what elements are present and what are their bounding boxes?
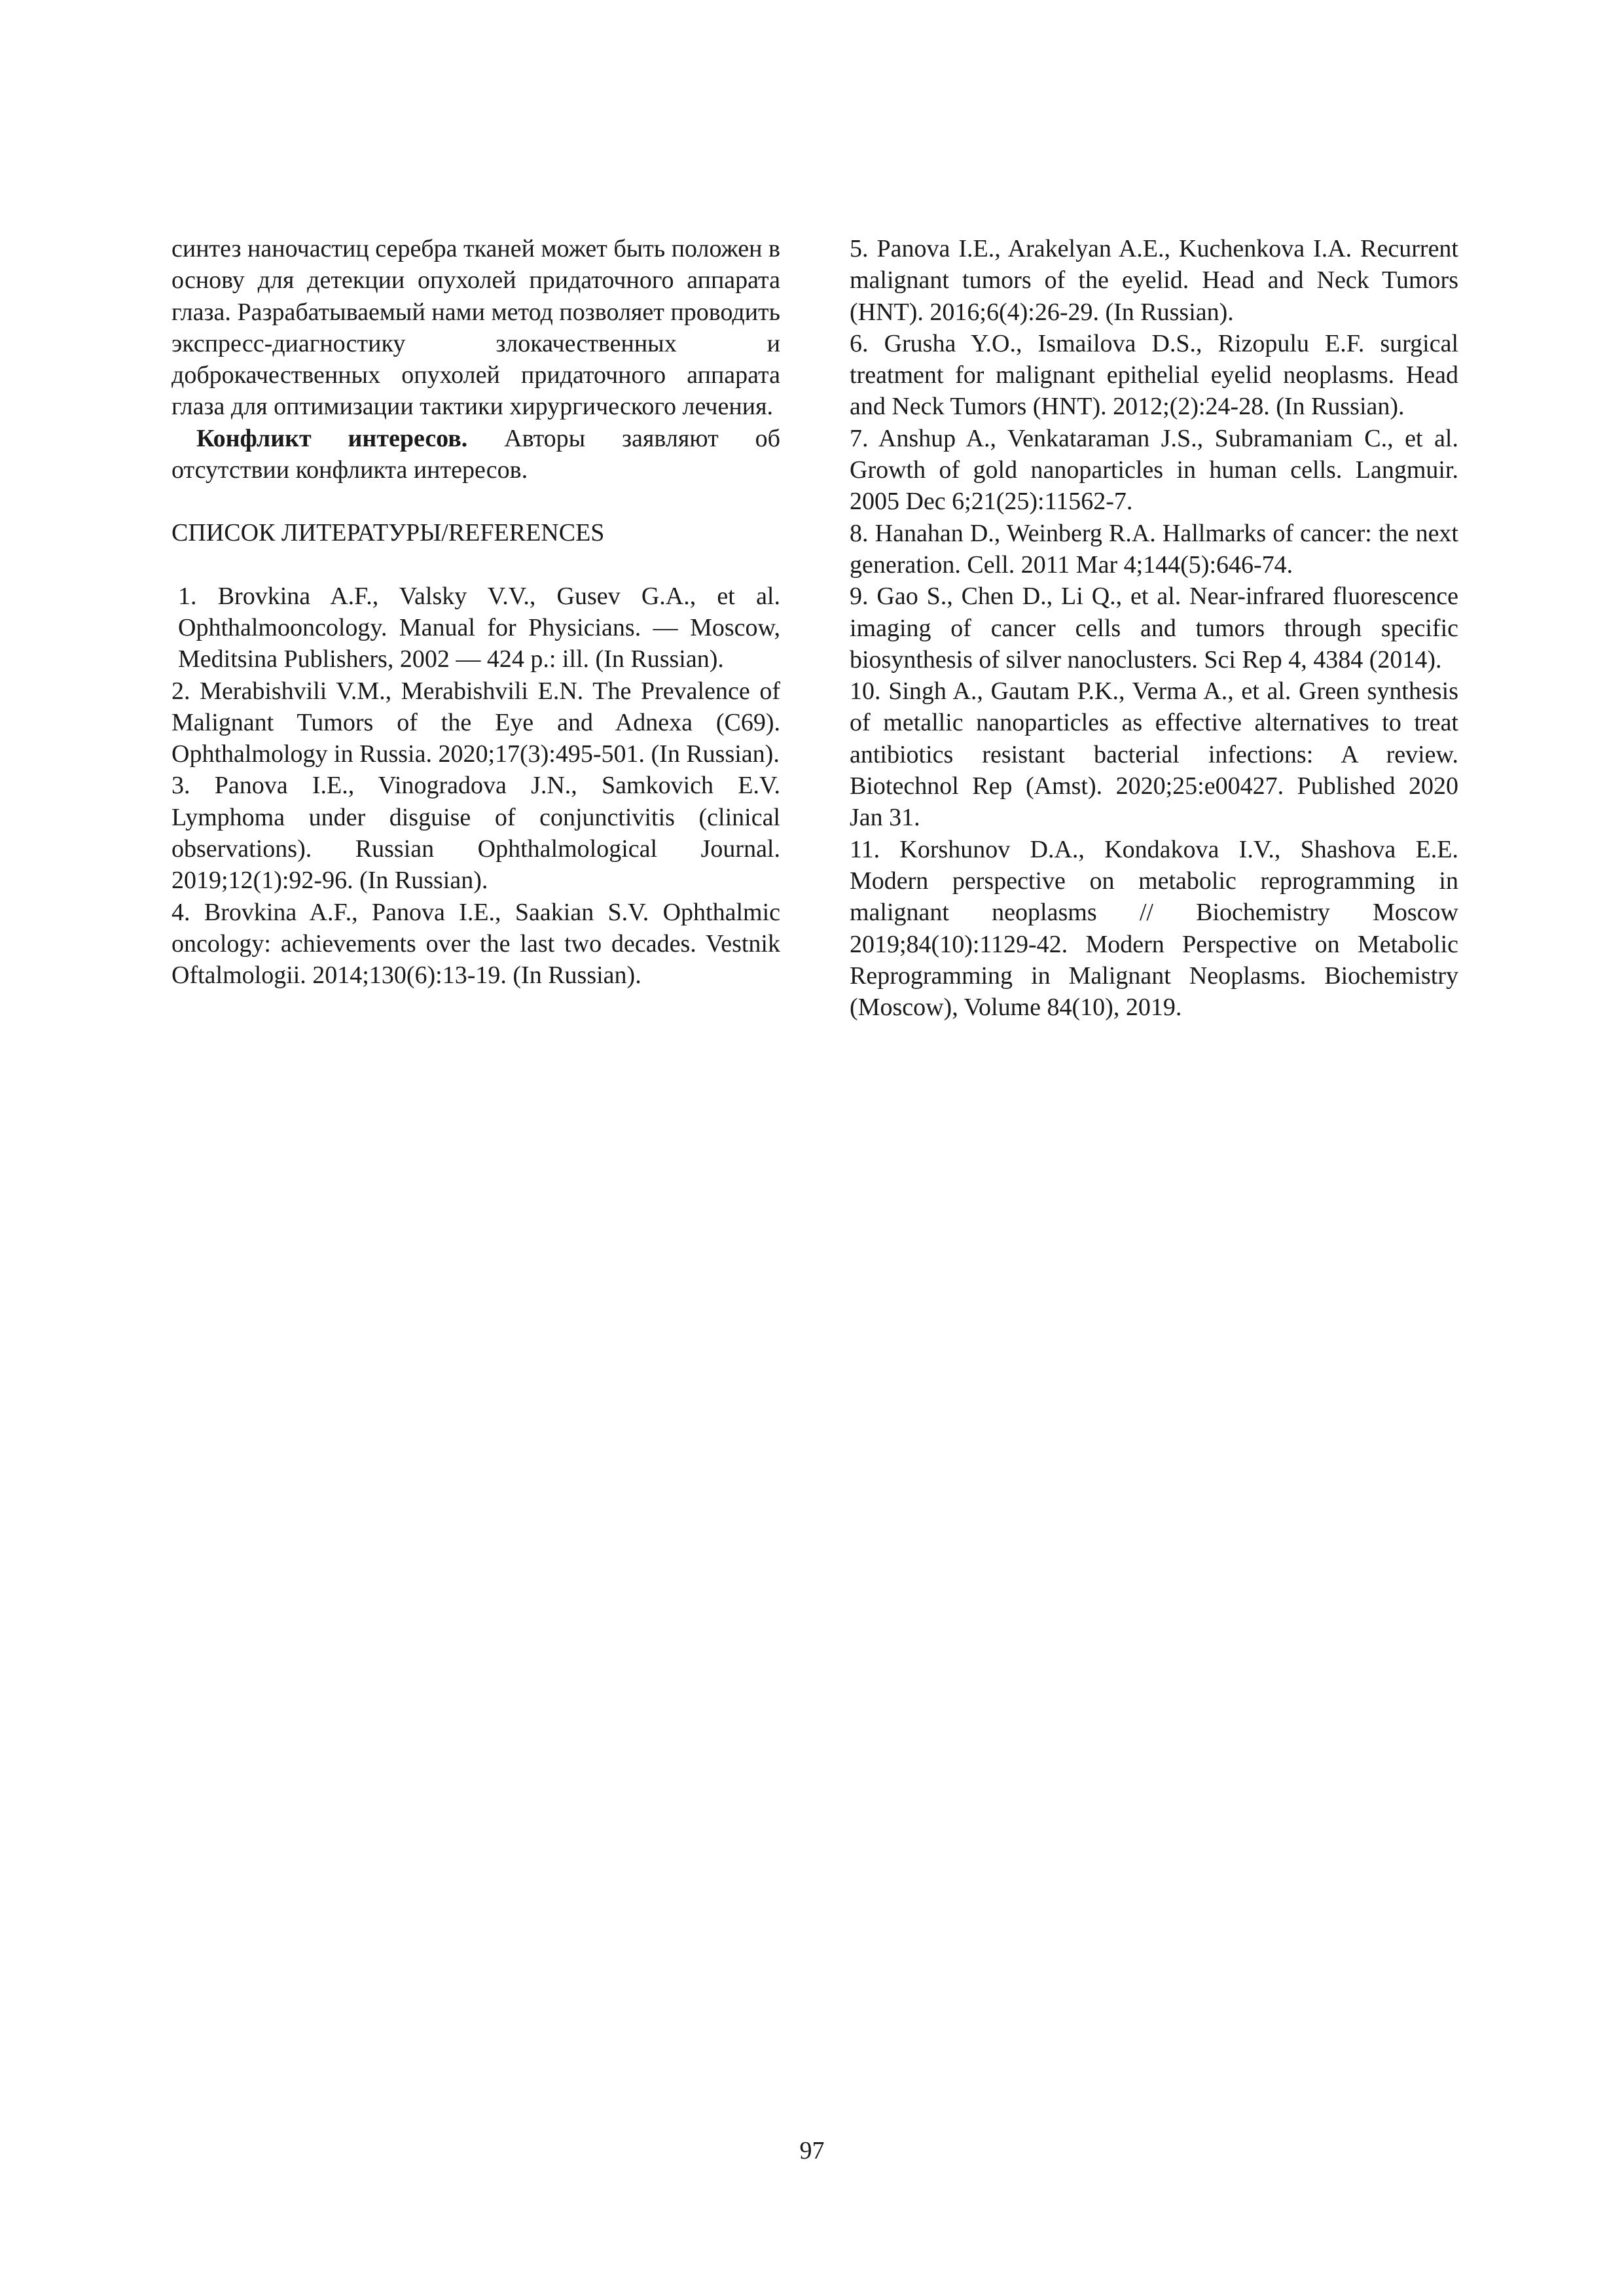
reference-item: 3. Panova I.E., Vinogradova J.N., Samkovich E.V. Lymphoma under disguise of conjunctivitis (clinical observations). Russian Ophthalmological Journal. 2019;12(1):92-96. (In Russian).: [171, 772, 780, 895]
reference-item: 1. Brovkina A.F., Valsky V.V., Gusev G.A., et al. Ophthalmooncology. Manual for Physicians. — Moscow, Meditsina Publishers, 2002 — 424 p.: ill. (In Russian).: [178, 582, 780, 673]
page-number: 97: [799, 2137, 825, 2164]
reference-item: 7. Anshup A., Venkataraman J.S., Subramaniam C., et al. Growth of gold nanoparticles in human cells. Langmuir. 2005 Dec 6;21(25):11562-7.: [850, 424, 1458, 516]
right-column: [850, 233, 1458, 1023]
reference-item: 11. Korshunov D.A., Kondakova I.V., Shashova E.E. Modern perspective on metabolic reprogramming in malignant neoplasms // Biochemistry Moscow 2019;84(10):1129-42. Modern Perspective on Metabolic Reprogramming in Malignant Neoplasms. Biochemistry (Moscow), Volume 84(10), 2019.: [850, 835, 1458, 1022]
reference-item: 10. Singh A., Gautam P.K., Verma A., et al. Green synthesis of metallic nanoparticles as effective alternatives to treat antibiotics resistant bacterial infections: A review. Biotechnol Rep (Amst). 2020;25:e00427. Published 2020 Jan 31.: [850, 677, 1458, 832]
reference-item: 6. Grusha Y.O., Ismailova D.S., Rizopulu E.F. surgical treatment for malignant epithelial eyelid neoplasms. Head and Neck Tumors (HNT). 2012;(2):24-28. (In Russian).: [850, 329, 1458, 421]
conflict-of-interest-text: Авторы заявляют об отсутствии конфликта интересов.: [171, 424, 780, 484]
reference-item: 4. Brovkina A.F., Panova I.E., Saakian S.V. Ophthalmic oncology: achievements over the last two decades. Vestnik Oftalmologii. 2014;130(6):13-19. (In Russian).: [171, 898, 780, 990]
conflict-of-interest-label: Конфликт интересов.: [196, 424, 468, 452]
reference-list-right: [850, 233, 1458, 1023]
reference-list-left: [171, 581, 780, 992]
reference-item: 5. Panova I.E., Arakelyan A.E., Kuchenkova I.A. Recurrent malignant tumors of the eyelid. Head and Neck Tumors (HNT). 2016;6(4):26-29. (In Russian).: [850, 235, 1458, 326]
reference-item: 9. Gao S., Chen D., Li Q., et al. Near-infrared fluorescence imaging of cancer cells and tumors through specific biosynthesis of silver nanoclusters. Sci Rep 4, 4384 (2014).: [850, 583, 1458, 673]
reference-item: 2. Merabishvili V.M., Merabishvili E.N. The Prevalence of Malignant Tumors of the Eye and Adnexa (C69). Ophthalmology in Russia. 2020;17(3):495-501. (In Russian).: [171, 677, 780, 768]
conflict-of-interest-paragraph: [171, 423, 780, 486]
left-column: [171, 233, 780, 992]
intro-paragraph: синтез наночастиц серебра тканей может быть положен в основу для детекции опухолей придаточного аппарата глаза. Разрабатываемый нами метод позволяет проводить экспресс-диагностику злокачественных и доброкачественных опухолей придаточного аппарата глаза для оптимизации тактики хирургического лечения.: [171, 235, 780, 421]
references-heading: СПИСОК ЛИТЕРАТУРЫ/REFERENCES: [171, 519, 605, 547]
reference-item: 8. Hanahan D., Weinberg R.A. Hallmarks of cancer: the next generation. Cell. 2011 Mar 4;144(5):646-74.: [850, 519, 1458, 579]
